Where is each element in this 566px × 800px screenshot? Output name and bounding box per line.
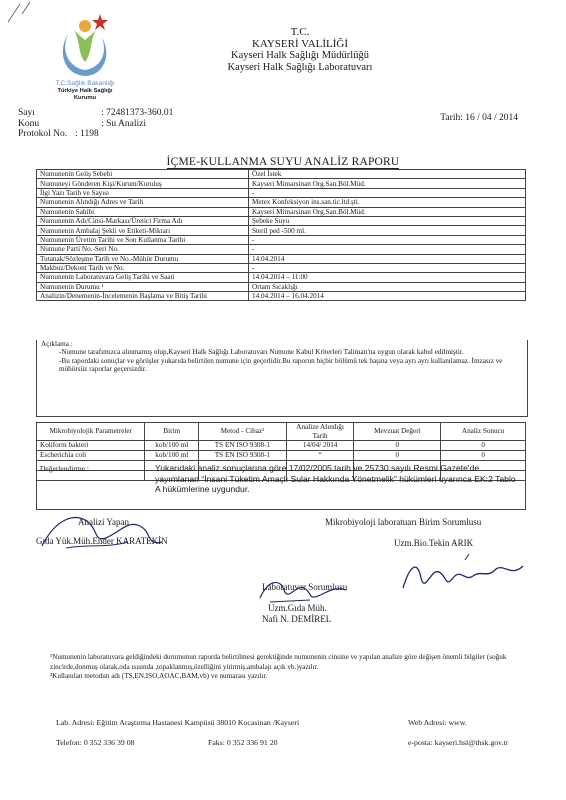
micro-row	[37, 451, 526, 461]
info-label: Numunenin Laboratuvara Geliş Tarihi ve Saati	[37, 273, 249, 282]
info-value: 14.04.2014 – 11:00	[249, 273, 526, 282]
info-label: Numunenin Üretim Tarihi ve Son Kullanma Tarihi	[37, 235, 249, 244]
micro-header: Analize Alındığı Tarih	[286, 423, 354, 441]
micro-header: Birim	[145, 423, 199, 441]
info-row	[37, 207, 526, 216]
header-tc: T.C.	[290, 26, 310, 38]
info-row	[37, 226, 526, 235]
aciklama-p1: -Numune tarafımızca alınmamış olup,Kayseri Halk Sağlığı Laboratuvarı Numune Kabul Kriterleri Talimatı'na uygun olarak kabul edilmiştir.	[59, 348, 464, 357]
info-row	[37, 179, 526, 188]
fax: Faks: 0 352 336 91 20	[208, 738, 278, 747]
info-label: Numunenin Ambalaj Şekli ve Etiketi-Miktarı	[37, 226, 249, 235]
evaluation-label: Değerlendirme :	[40, 464, 89, 473]
micro-cell: 0	[354, 441, 441, 451]
protokol-label: Protokol No.	[18, 129, 68, 139]
micro-cell: Koliform bakteri	[37, 441, 145, 451]
info-row	[37, 254, 526, 263]
info-label: Numunenin Alındığı Adres ve Tarih	[37, 198, 249, 207]
lab-address: Lab. Adresi: Eğitim Araştırma Hastanesi Kampüsü 38010 Kocasinan /Kayseri	[56, 718, 300, 727]
info-row	[37, 245, 526, 254]
info-value: Steril ped -500 ml.	[249, 226, 526, 235]
info-row	[37, 235, 526, 244]
info-value: Ortam Sıcaklığı	[249, 282, 526, 291]
lab-manager-line2: Nafi N. DEMİREL	[262, 614, 332, 624]
ministry-logo	[44, 10, 126, 108]
aciklama-label: Açıklama :	[41, 340, 73, 348]
info-label: Numunenin Geliş Sebebi	[37, 170, 249, 179]
info-value: Özel İstek	[249, 170, 526, 179]
footnote-1: ¹Numunenin laboratuvara geldiğindeki durumunun raporda belirtilmesi gerektiğinde numunenin cinsine ve yapılan analize göre değişen önemli bilgiler (soğuk zincirde,donmuş olarak,oda ısısında ,topaklanmış,özelliğini yitirmiş,ambalajı açık vb.)yazılır.	[50, 653, 507, 671]
micro-header: Mikrobiyolojik Parametreler	[37, 423, 145, 441]
micro-cell: kob/100 ml	[145, 451, 199, 461]
sample-info-table	[36, 169, 526, 301]
protokol-value: : 1198	[75, 129, 99, 139]
analyst-signature	[36, 508, 186, 556]
aciklama-box	[36, 340, 528, 417]
sayi-label: Sayı	[18, 108, 35, 118]
logo-line1: T.C.Sağlık Bakanlığı	[55, 80, 115, 87]
info-row	[37, 292, 526, 301]
micro-lab-signature	[395, 548, 535, 598]
analyst-name: Gıda Yük.Müh.Ender KARATEKİN	[36, 536, 168, 546]
evaluation-box	[36, 460, 526, 510]
report-title	[0, 156, 566, 168]
lab-manager-line1: Uzm.Gıda Müh.	[268, 603, 327, 613]
info-value: -	[249, 245, 526, 254]
micro-cell: 0	[441, 451, 526, 461]
micro-header: Metod - Cihaz²	[199, 423, 287, 441]
info-value: Kayseri Mimarsinan Org.San.Böl.Müd.	[249, 179, 526, 188]
info-label: Numunenin Sahibi	[37, 207, 249, 216]
konu-label: Konu	[18, 118, 40, 129]
logo-line3: Kurumu	[73, 95, 97, 101]
header-line1: KAYSERİ VALİLİĞİ	[251, 38, 349, 50]
info-label: İlgi Yazı Tarih ve Sayısı	[37, 188, 249, 197]
telephone: Telefon: 0 352 336 39 08	[56, 738, 135, 747]
info-label: Numunenin Adı/Cinsi-Markası/Üretici Firma Adı	[37, 216, 249, 225]
lab-manager-signature	[250, 572, 360, 610]
micro-cell: 14/04/ 2014	[286, 441, 354, 451]
info-label: Numunenin Durumu ¹	[37, 282, 249, 291]
konu-value: : Su Analizi	[101, 118, 146, 129]
header-line3: Kayseri Halk Sağlığı Laboratuvarı	[227, 62, 373, 73]
info-value: -	[249, 263, 526, 272]
info-row	[37, 216, 526, 225]
report-date: Tarih: 16 / 04 / 2014	[440, 113, 518, 123]
micro-cell: TS EN ISO 9308-1	[199, 441, 287, 451]
info-label: Numune Parti No.-Seri No.	[37, 245, 249, 254]
info-row	[37, 188, 526, 197]
micro-cell: TS EN ISO 9308-1	[199, 451, 287, 461]
micro-header: Mevzuat Değeri	[354, 423, 441, 441]
info-value: Metex Konfeksiyon ins.san.tic.ltd.şti.	[249, 198, 526, 207]
info-row	[37, 263, 526, 272]
email: e-posta: kayseri.hsl@thsk.gov.tr	[408, 738, 509, 747]
corner-mark	[0, 0, 40, 30]
header-line2: Kayseri Halk Sağlığı Müdürlüğü	[231, 50, 369, 61]
micro-cell: kob/100 ml	[145, 441, 199, 451]
info-row	[37, 282, 526, 291]
lab-manager-title: Laboratuvar Sorumlusu	[262, 582, 348, 592]
evaluation-text: Yukarıdaki analiz sonuçlarına göre 17/02/2005 tarih ve 25730 sayılı Resmi Gazete'de yayımlanan “İnsani Tüketim Amaçlı Sular Hakkında Yönetmelik” hükümleri uyarınca EK:2 Tablo A hükümlerine uygundur.	[155, 463, 516, 494]
info-row	[37, 273, 526, 282]
aciklama-p2: -Bu rapordaki sonuçlar ve görüşler yukarıda belirtilen numune için geçerlidir.Bu raporun hiçbir bölümü tek başına veya ayrı ayrı kullanılamaz. İmzasız ve mühürsüz raporlar geçersizdir.	[59, 356, 503, 373]
info-value: Kayseri Mimarsinan Org.San.Böl.Müd.	[249, 207, 526, 216]
letterhead	[150, 26, 450, 74]
info-value: 14.04.2014 – 16.04.2014	[249, 292, 526, 301]
info-label: Makbuz/Dekont Tarih ve No.	[37, 263, 249, 272]
web-address: Web Adresi: www.	[408, 718, 467, 727]
micro-cell: “	[286, 451, 354, 461]
micro-lab-name: Uzm.Bio.Tekin ARIK	[394, 538, 474, 548]
report-title-text: İÇME-KULLANMA SUYU ANALİZ RAPORU	[166, 156, 400, 168]
info-label: Numuneyi Gönderen Kişi/Kurum/Kuruluş	[37, 179, 249, 188]
micro-lab-title: Mikrobiyoloji laboratuarı Birim Sorumlusu	[325, 517, 482, 527]
info-value: -	[249, 188, 526, 197]
info-value: -	[249, 235, 526, 244]
micro-row	[37, 441, 526, 451]
ministry-emblem-icon	[44, 10, 126, 82]
info-label: Analizin/Denemenin-İncelemenin Başlama ve Bitiş Tarihi	[37, 292, 249, 301]
logo-line2: Türkiye Halk Sağlığı	[57, 88, 113, 94]
meta-block	[18, 108, 177, 140]
micro-header: Analiz Sonucu	[441, 423, 526, 441]
micro-cell: 0	[354, 451, 441, 461]
micro-cell: Escherichia coli	[37, 451, 145, 461]
footnotes	[50, 653, 528, 682]
info-row	[37, 170, 526, 179]
analyst-title: Analizi Yapan	[78, 517, 129, 527]
info-value: Şebeke Suyu	[249, 216, 526, 225]
info-label: Tutanak/Sözleşme Tarih ve No.-Mühür Durumu	[37, 254, 249, 263]
sayi-value: : 72481373-360.01	[101, 108, 174, 118]
footnote-2: ²Kullanılan metodun adı (TS,EN,ISO,AOAC,BAM,vb) ve numarası yazılır.	[50, 672, 268, 680]
info-value: 14.04.2014	[249, 254, 526, 263]
micro-cell: 0	[441, 441, 526, 451]
info-row	[37, 198, 526, 207]
